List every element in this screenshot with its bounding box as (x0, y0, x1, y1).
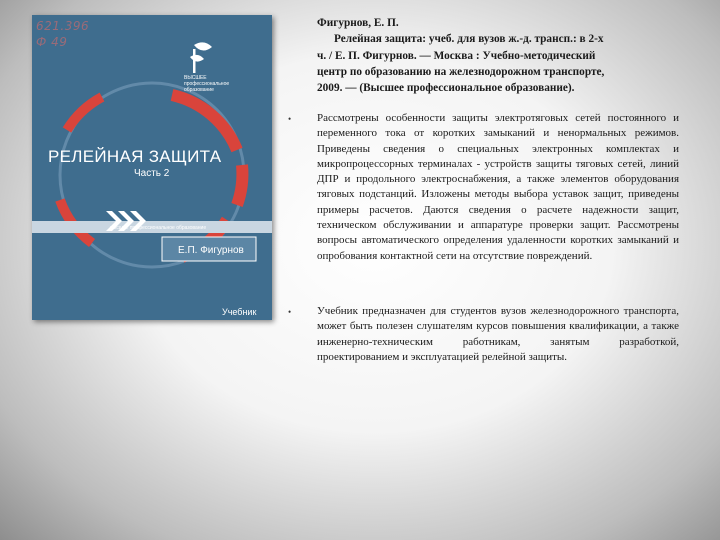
citation-line-2: ч. / Е. П. Фигурнов. — Москва : Учебно-методический (317, 49, 596, 62)
cover-title: РЕЛЕЙНАЯ ЗАЩИТА (48, 147, 222, 166)
cover-book-type: Учебник (222, 307, 257, 317)
bullet-marker: • (288, 307, 292, 317)
book-cover-image (32, 15, 272, 320)
citation-line-3: центр по образованию на железнодорожном транспорте, (317, 65, 605, 78)
cover-part: Часть 2 (134, 168, 170, 179)
library-stamp-code-2: Ф 49 (36, 35, 68, 49)
cover-author: Е.П. Фигурнов (178, 245, 244, 256)
citation-line-4: 2009. — (Высшее профессиональное образование). (317, 82, 575, 95)
author-line: Фигурнов, Е. П. (317, 17, 399, 29)
library-stamp-code: 621.396 (36, 19, 90, 33)
bibliographic-record (317, 15, 679, 96)
cover-brand (184, 75, 229, 93)
citation-line-1: Релейная защита: учеб. для вузов ж.-д. трансп.: в 2-х (334, 33, 604, 46)
bullet-marker: • (288, 114, 292, 124)
description-paragraph: Рассмотрены особенности защиты электротяговых сетей постоянного и переменного тока от коротких замыканий и ненормальных режимов. Приведены сведения о специальных электронных комплектах и микропроцессорных терминалах - устройств защиты тяговых сетей, линий ДПР и продольного электроснабжения, а также элементов оборудования тяговых подстанций. Изложены методы выбора уставок защит, приведены примеры расчетов. Даются сведения о расчете надежности защит, техническом обслуживании и аппаратуре проверки защит. Рассмотрены вопросы автоматического определения удаленности коротких замыканий и опробования контактной сети на отсутствие повреждений. (317, 112, 679, 262)
audience-paragraph: Учебник предназначен для студентов вузов железнодорожного транспорта, может быть полезен слушателям курсов повышения квалификации, а также инженерно-техническим работникам, занятым разработкой, проектированием и эксплуатацией релейной защиты. (317, 305, 679, 363)
cover-series: высшее профессиональное образование (110, 225, 207, 231)
brand-text: ВЫСШЕЕ профессиональное образование (184, 75, 230, 93)
